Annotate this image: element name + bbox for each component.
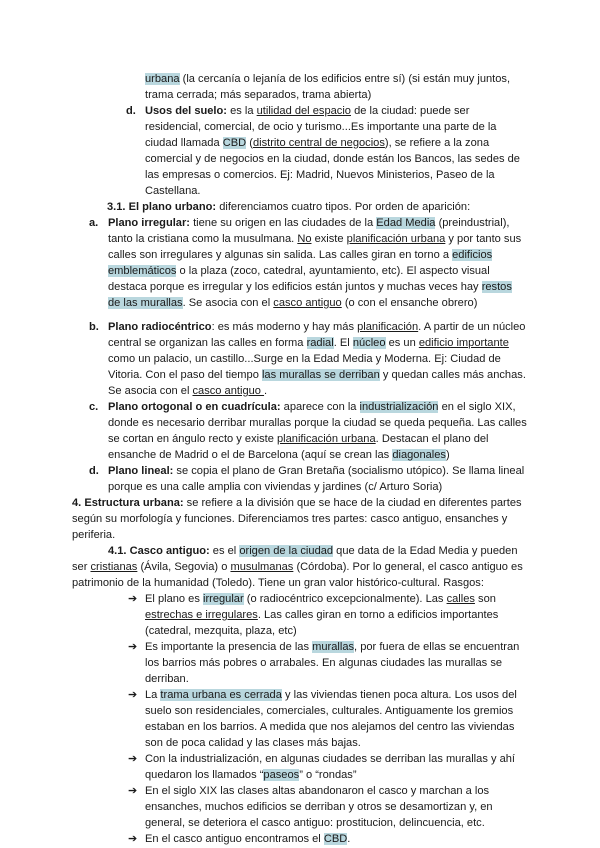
section-heading: 4. Estructura urbana: se refiere a la división que se hace de la ciudad en diferentes partes (72, 497, 522, 509)
text-line: ciudad llamada CBD (distrito central de negocios), se refiere a la zona (145, 137, 490, 149)
text-line: Vitoria. Con el paso del tiempo las murallas se derriban y quedan calles más anchas. (108, 369, 526, 381)
text-line: las empresas o comercios. Ej: Madrid, Nuevos Ministerios, Paseo de la (145, 169, 495, 181)
text-line: Con la industrialización, en algunas ciudades se derriban las murallas y ahí (145, 753, 515, 765)
text-line: patrimonio de la humanidad (Toledo). Tiene un gran valor histórico-cultural. Rasgos: (72, 577, 484, 589)
text-line: comercial y de negocios en la ciudad, donde están los Bancos, las sedes de (145, 153, 520, 165)
text-line: Castellana. (145, 185, 201, 197)
text-line: En el siglo XIX las clases altas abandonaron el casco y marchan a los (145, 785, 490, 797)
text-line: Usos del suelo: es la utilidad del espacio de la ciudad: puede ser (145, 105, 470, 117)
text-line: general, se deteriora el casco antiguo: prostitucion, delincuencia, etc. (145, 817, 485, 829)
text-line: ensanche de Madrid o el de Barcelona (aquí se crean las diagonales) (108, 449, 450, 461)
text-line: urbana (la cercanía o lejanía de los edificios entre sí) (si están muy juntos, (145, 73, 511, 85)
text-line: Plano ortogonal o en cuadrícula: aparece con la industrialización en el siglo XIX, (108, 401, 516, 413)
text-line: de las murallas. Se asocia con el casco antiguo (o con el ensanche obrero) (108, 297, 478, 309)
section-heading: 3.1. El plano urbano: diferenciamos cuatro tipos. Por orden de aparición: (107, 201, 471, 213)
text-line: Plano radiocéntrico: es más moderno y hay más planificación. A partir de un núcleo (108, 321, 526, 333)
text-line: residencial, comercial, de ocio y turismo...Es importante una parte de la (145, 121, 497, 133)
list-item-marker: a. (89, 217, 99, 229)
text-line: derriban. (145, 673, 189, 685)
text-line: La trama urbana es cerrada y las viviendas tienen poca altura. Los usos del (145, 689, 517, 701)
text-line: porque es una calle amplia con viviendas y jardines (c/ Arturo Soria) (108, 481, 443, 493)
text-line: suelo son residenciales, comerciales, culturales. Antiguamente los gremios (145, 705, 514, 717)
list-item-marker: d. (126, 105, 136, 117)
text-line: trama cerrada; más separados, trama abierta) (145, 89, 372, 101)
text-line: Plano lineal: se copia el plano de Gran Bretaña (socialismo utópico). Se llama lineal (108, 465, 525, 477)
text-line: quedaron los llamados “paseos” o “rondas” (145, 769, 357, 781)
arrow-bullet-icon: ➔ (128, 641, 138, 653)
text-line: destaca porque es irregular y los edificios están juntos y muchas veces hay restos (108, 281, 512, 293)
text-line: donde es necesario derribar murallas porque la ciudad se queda pequeña. Las calles (108, 417, 527, 429)
text-line: calles son irregulares y algunas sin salida. Las calles giran en torno a edificios (108, 249, 493, 261)
text-line: Es importante la presencia de las murallas, por fuera de ellas se encuentran (145, 641, 520, 653)
text-line: central se organizan las calles en forma radial. El núcleo es un edificio importante (108, 337, 509, 349)
list-item-marker: b. (89, 321, 99, 333)
text-line: Plano irregular: tiene su origen en las ciudades de la Edad Media (preindustrial), (108, 217, 510, 229)
arrow-bullet-icon: ➔ (128, 785, 138, 797)
list-item-marker: d. (89, 465, 99, 477)
text-line: ensanches, muchos edificios se derriban y otros se desamortizan y, en (145, 801, 493, 813)
text-line: tanto la cristiana como la musulmana. No existe planificación urbana y por tanto sus (108, 233, 522, 245)
text-line: estrechas e irregulares. Las calles giran en torno a edificios importantes (145, 609, 499, 621)
text-line: periferia. (72, 529, 116, 541)
text-line: se cortan en ángulo recto y existe planificación urbana. Destacan el plano del (108, 433, 489, 445)
arrow-bullet-icon: ➔ (128, 593, 138, 605)
text-line: (catedral, mezquita, plaza, etc) (145, 625, 297, 637)
text-line: como un palacio, un castillo...Surge en la Edad Media y Moderna. Ej: Ciudad de (108, 353, 501, 365)
text-line: los barrios más pobres o arrabales. En algunas ciudades las murallas se (145, 657, 503, 669)
text-line: El plano es irregular (o radiocéntrico excepcionalmente). Las calles son (145, 593, 496, 605)
list-item-marker: c. (89, 401, 99, 413)
section-heading: 4.1. Casco antiguo: es el origen de la ciudad que data de la Edad Media y pueden (108, 545, 518, 557)
text-line: ser cristianas (Ávila, Segovia) o musulmanas (Córdoba). Por lo general, el casco antiguo es (72, 561, 523, 573)
text-line: son de poca calidad y las clases más bajas. (145, 737, 361, 749)
arrow-bullet-icon: ➔ (128, 833, 138, 845)
arrow-bullet-icon: ➔ (128, 753, 138, 765)
arrow-bullet-icon: ➔ (128, 689, 138, 701)
text-line: emblemáticos o la plaza (zoco, catedral, ayuntamiento, etc). El aspecto visual (108, 265, 490, 277)
text-line: En el casco antiguo encontramos el CBD. (145, 833, 351, 845)
text-line: según su morfología y funciones. Diferenciamos tres partes: casco antiguo, ensanches y (72, 513, 508, 525)
text-line: estaban en los barrios. A medida que nos alejamos del centro las viviendas (145, 721, 515, 733)
text-line: Se asocia con el casco antiguo . (108, 385, 268, 397)
